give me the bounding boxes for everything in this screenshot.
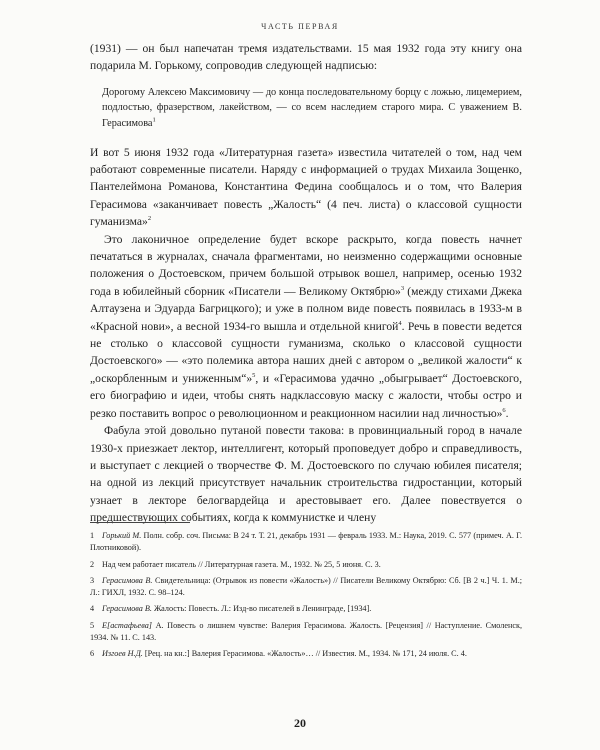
footnotes — [90, 530, 522, 665]
footnote-ref: 3 — [400, 284, 405, 292]
paragraph: И вот 5 июня 1932 года «Литературная газета» известила читателей о том, над чем работают современные писатели. Наряду с информацией о трудах Михаила Зощенко, Пантелеймона Романова, Константина Федина сообщалось и о том, что Валерия Герасимова «заканчивает повесть „Жалость“ (4 печ. листа) о классовой сущности гуманизма»$^2$ — [90, 145, 522, 229]
main-text — [90, 40, 522, 527]
footnote-ref: 5 — [252, 372, 256, 380]
paragraph: (1931) — он был напечатан тремя издательствами. 15 мая 1932 года эту книгу она подарила М. Горькому, сопроводив следующей надписью: — [90, 42, 522, 73]
footnote-divider — [90, 522, 190, 523]
paragraph: Фабула этой довольно путаной повести такова: в провинциальный город в начале 1930-х приезжает лектор, интеллигент, который проповедует добро и справедливость, и выступает с лекцией о творчестве Ф. М. Достоевского по случаю юбилея писателя; на одной из лекций присутствует начальник строительства гидростанции, который узнает в лекторе белогвардейца и арестовывает его. Далее повествуется о предшествующих событиях, когда к коммунистке и члену — [90, 424, 522, 525]
footnote-ref: 6 — [502, 406, 506, 414]
footnote-ref: 2 — [147, 215, 152, 223]
footnote: 2 Над чем работает писатель // Литературная газета. М., 1932. № 25, 5 июня. С. 3. — [90, 559, 381, 569]
footnote: 6 Изгоев Н.Д. [Рец. на кн.:] Валерия Герасимова. «Жалость»… // Известия. М., 1934. № 171, 24 июля. С. 4. — [90, 649, 467, 659]
running-head: ЧАСТЬ ПЕРВАЯ — [261, 22, 339, 31]
footnote: 4 Герасимова В. Жалость: Повесть. Л.: Изд-во писателей в Ленинграде, [1934]. — [90, 604, 372, 614]
footnote-ref: 4 — [398, 319, 402, 327]
footnote: 3 Герасимова В. Свидетельница: (Отрывок из повести «Жалость») // Писатели Великому Октябрю: Сб. [В 2 ч.] Ч. 1. М.; Л.: ГИХЛ, 1932. С. 98–124. — [90, 575, 523, 598]
footnote: 5 Е[астафьева] А. Повесть о лишнем чувстве: Валерия Герасимова. Жалость. [Рецензия] // Наступление. Смоленск, 1934. № 11. С. 143. — [90, 620, 523, 643]
footnote: 1 Горький М. Полн. собр. соч. Письма: В 24 т. Т. 21, декабрь 1931 — февраль 1933. М.: Наука, 2019. С. 577 (примеч. А. Г. Плотниковой). — [90, 531, 523, 553]
inscription-quote: Дорогому Алексею Максимовичу — до конца последовательному борцу с ложью, лицемерием, подлостью, фразерством, лакейством, — со всем наследием старого мира. С уважением В. Герасимова$^1$ — [102, 86, 522, 129]
paragraph: Это лаконичное определение будет вскоре раскрыто, когда повесть начнет печататься в журналах, сначала фрагментами, но неизменно содержащими основные положения о Достоевском, причем большой отрывок вошел, например, осенью 1932 года в юбилейный сборник «Писатели — Великому Октябрю»$^3$ (между стихами Джека Алтаузена и Эдуарда Багрицкого); и уже в полном виде повесть появилась в 1933-м в «Красной нови», а весной 1934-го вышла и отдельной книгой$^4$. Речь в повести ведется не столько о классовой сущности гуманизма, сколько о классовой сущности Достоевского» — «это полемика автора наших дней с автором о „великой жалости“ к „оскорбленным и униженным“»$^5$, и «Герасимова удачно „обыгрывает“ Достоевского, его биографию и идеи, чтобы снять надклассовую маску с жалости, чтобы остро и резко поставить вопрос о революционном и реакционном насилии над личностью»$^6$. — [90, 232, 522, 420]
page-number: 20 — [294, 716, 306, 730]
footnote-ref: 1 — [152, 116, 156, 124]
